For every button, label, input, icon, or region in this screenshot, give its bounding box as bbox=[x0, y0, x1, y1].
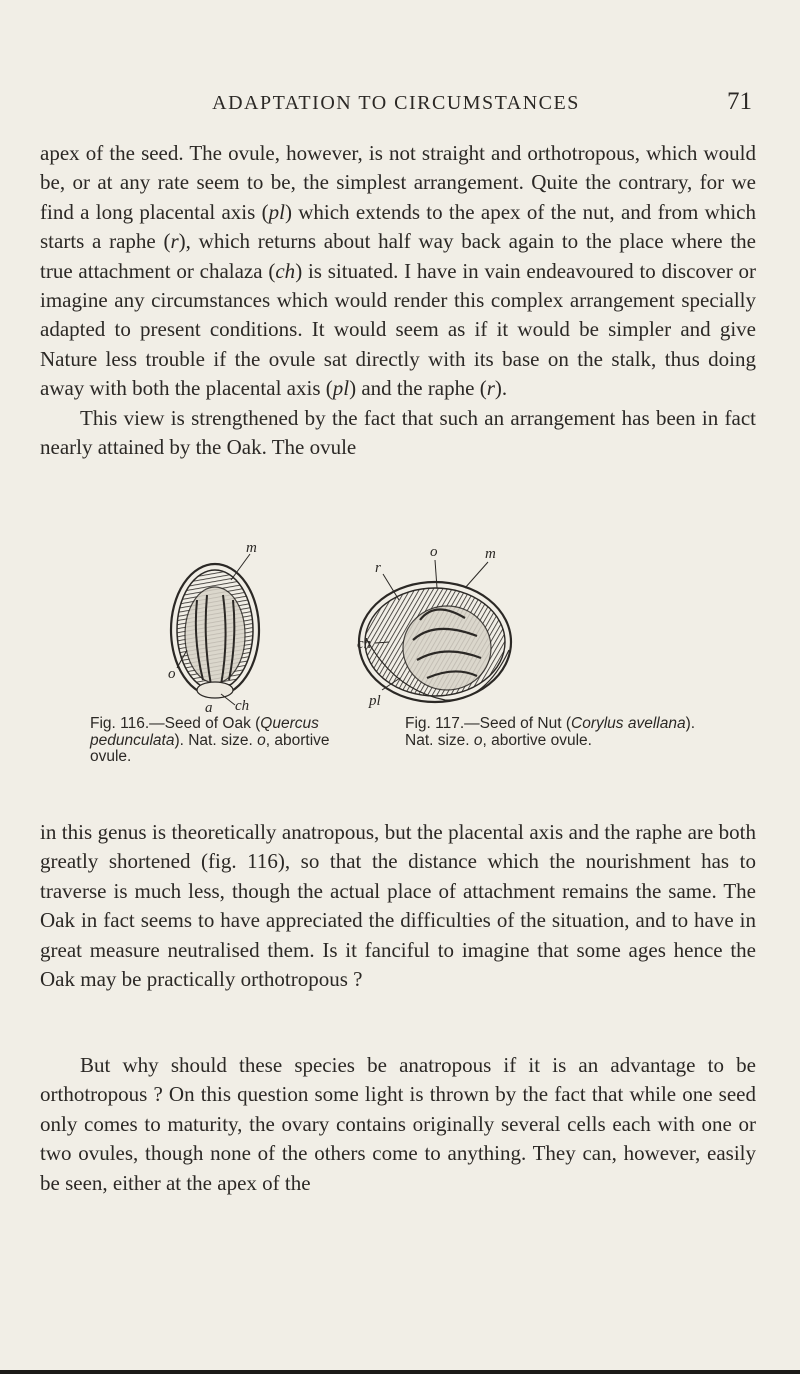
fig117-label-pl: pl bbox=[369, 693, 381, 709]
fig117-label-ch: ch bbox=[357, 636, 372, 652]
fig116-label-o: o bbox=[168, 666, 176, 682]
running-head: ADAPTATION TO CIRCUMSTANCES bbox=[212, 92, 580, 114]
paragraph-1b: This view is strengthened by the fact that such an arrangement has been in fact nearly attained by the Oak. The ovule bbox=[40, 405, 756, 460]
paragraph-2: in this genus is theoretically anatropous, but the placental axis and the raphe are both greatly shortened (fig. 116), so that the distance which the nourishment has to traverse is much less, though the actual place of attachment remains the same. The Oak in fact seems to have appreciated the difficulties of the situation, and to have in great measure neutralised them. Is it fanciful to imagine that some ages hence the Oak may be practically orthotropous ? bbox=[40, 820, 756, 992]
paragraph-3: But why should these species be anatropous if it is an advantage to be orthotropous ? On this question some light is thrown by the fact that while one seed only comes to maturity, the ovary contains originally several cells each with one or two ovules, though none of the others come to anything. They can, however, easily be seen, either at the apex of the bbox=[40, 1053, 756, 1195]
fig116-label-a: a bbox=[205, 700, 213, 716]
fig117-label-o: o bbox=[430, 544, 438, 560]
page-number: 71 bbox=[727, 88, 752, 115]
fig117-label-m: m bbox=[485, 546, 496, 562]
figure-117-nut-seed bbox=[295, 540, 625, 740]
bottom-rule bbox=[0, 1370, 800, 1374]
fig116-label-ch: ch bbox=[235, 698, 250, 714]
figure-117-caption: Fig. 117.—Seed of Nut (Corylus avellana). Nat. size. o, abortive ovule. bbox=[405, 715, 696, 749]
figure-116-caption: Fig. 116.—Seed of Oak (Quercus pedunculata). Nat. size. o, abortive ovule. bbox=[90, 715, 330, 765]
paragraph-1: apex of the seed. The ovule, however, is not straight and orthotropous, which would be, or at any rate seem to be, the simplest arrangement. Quite the contrary, for we find a long placental axis (pl) which extends to the apex of the nut, and from which starts a raphe (r), which returns about half way back again to the place where the true attachment or chalaza (ch) is situated. I have in vain endeavoured to discover or imagine any circumstances which would render this complex arrangement specially adapted to present conditions. It would seem as if it would be simpler and give Nature less trouble if the ovule sat directly with its base on the stalk, thus doing away with both the placental axis (pl) and the raphe (r). This view is strengthened by the fact that such an arrangement has been in fact nearly attained by the Oak. The ovule bbox=[40, 141, 757, 460]
page-header bbox=[40, 88, 752, 124]
fig116-label-m: m bbox=[246, 540, 257, 556]
fig117-label-r: r bbox=[375, 560, 381, 576]
